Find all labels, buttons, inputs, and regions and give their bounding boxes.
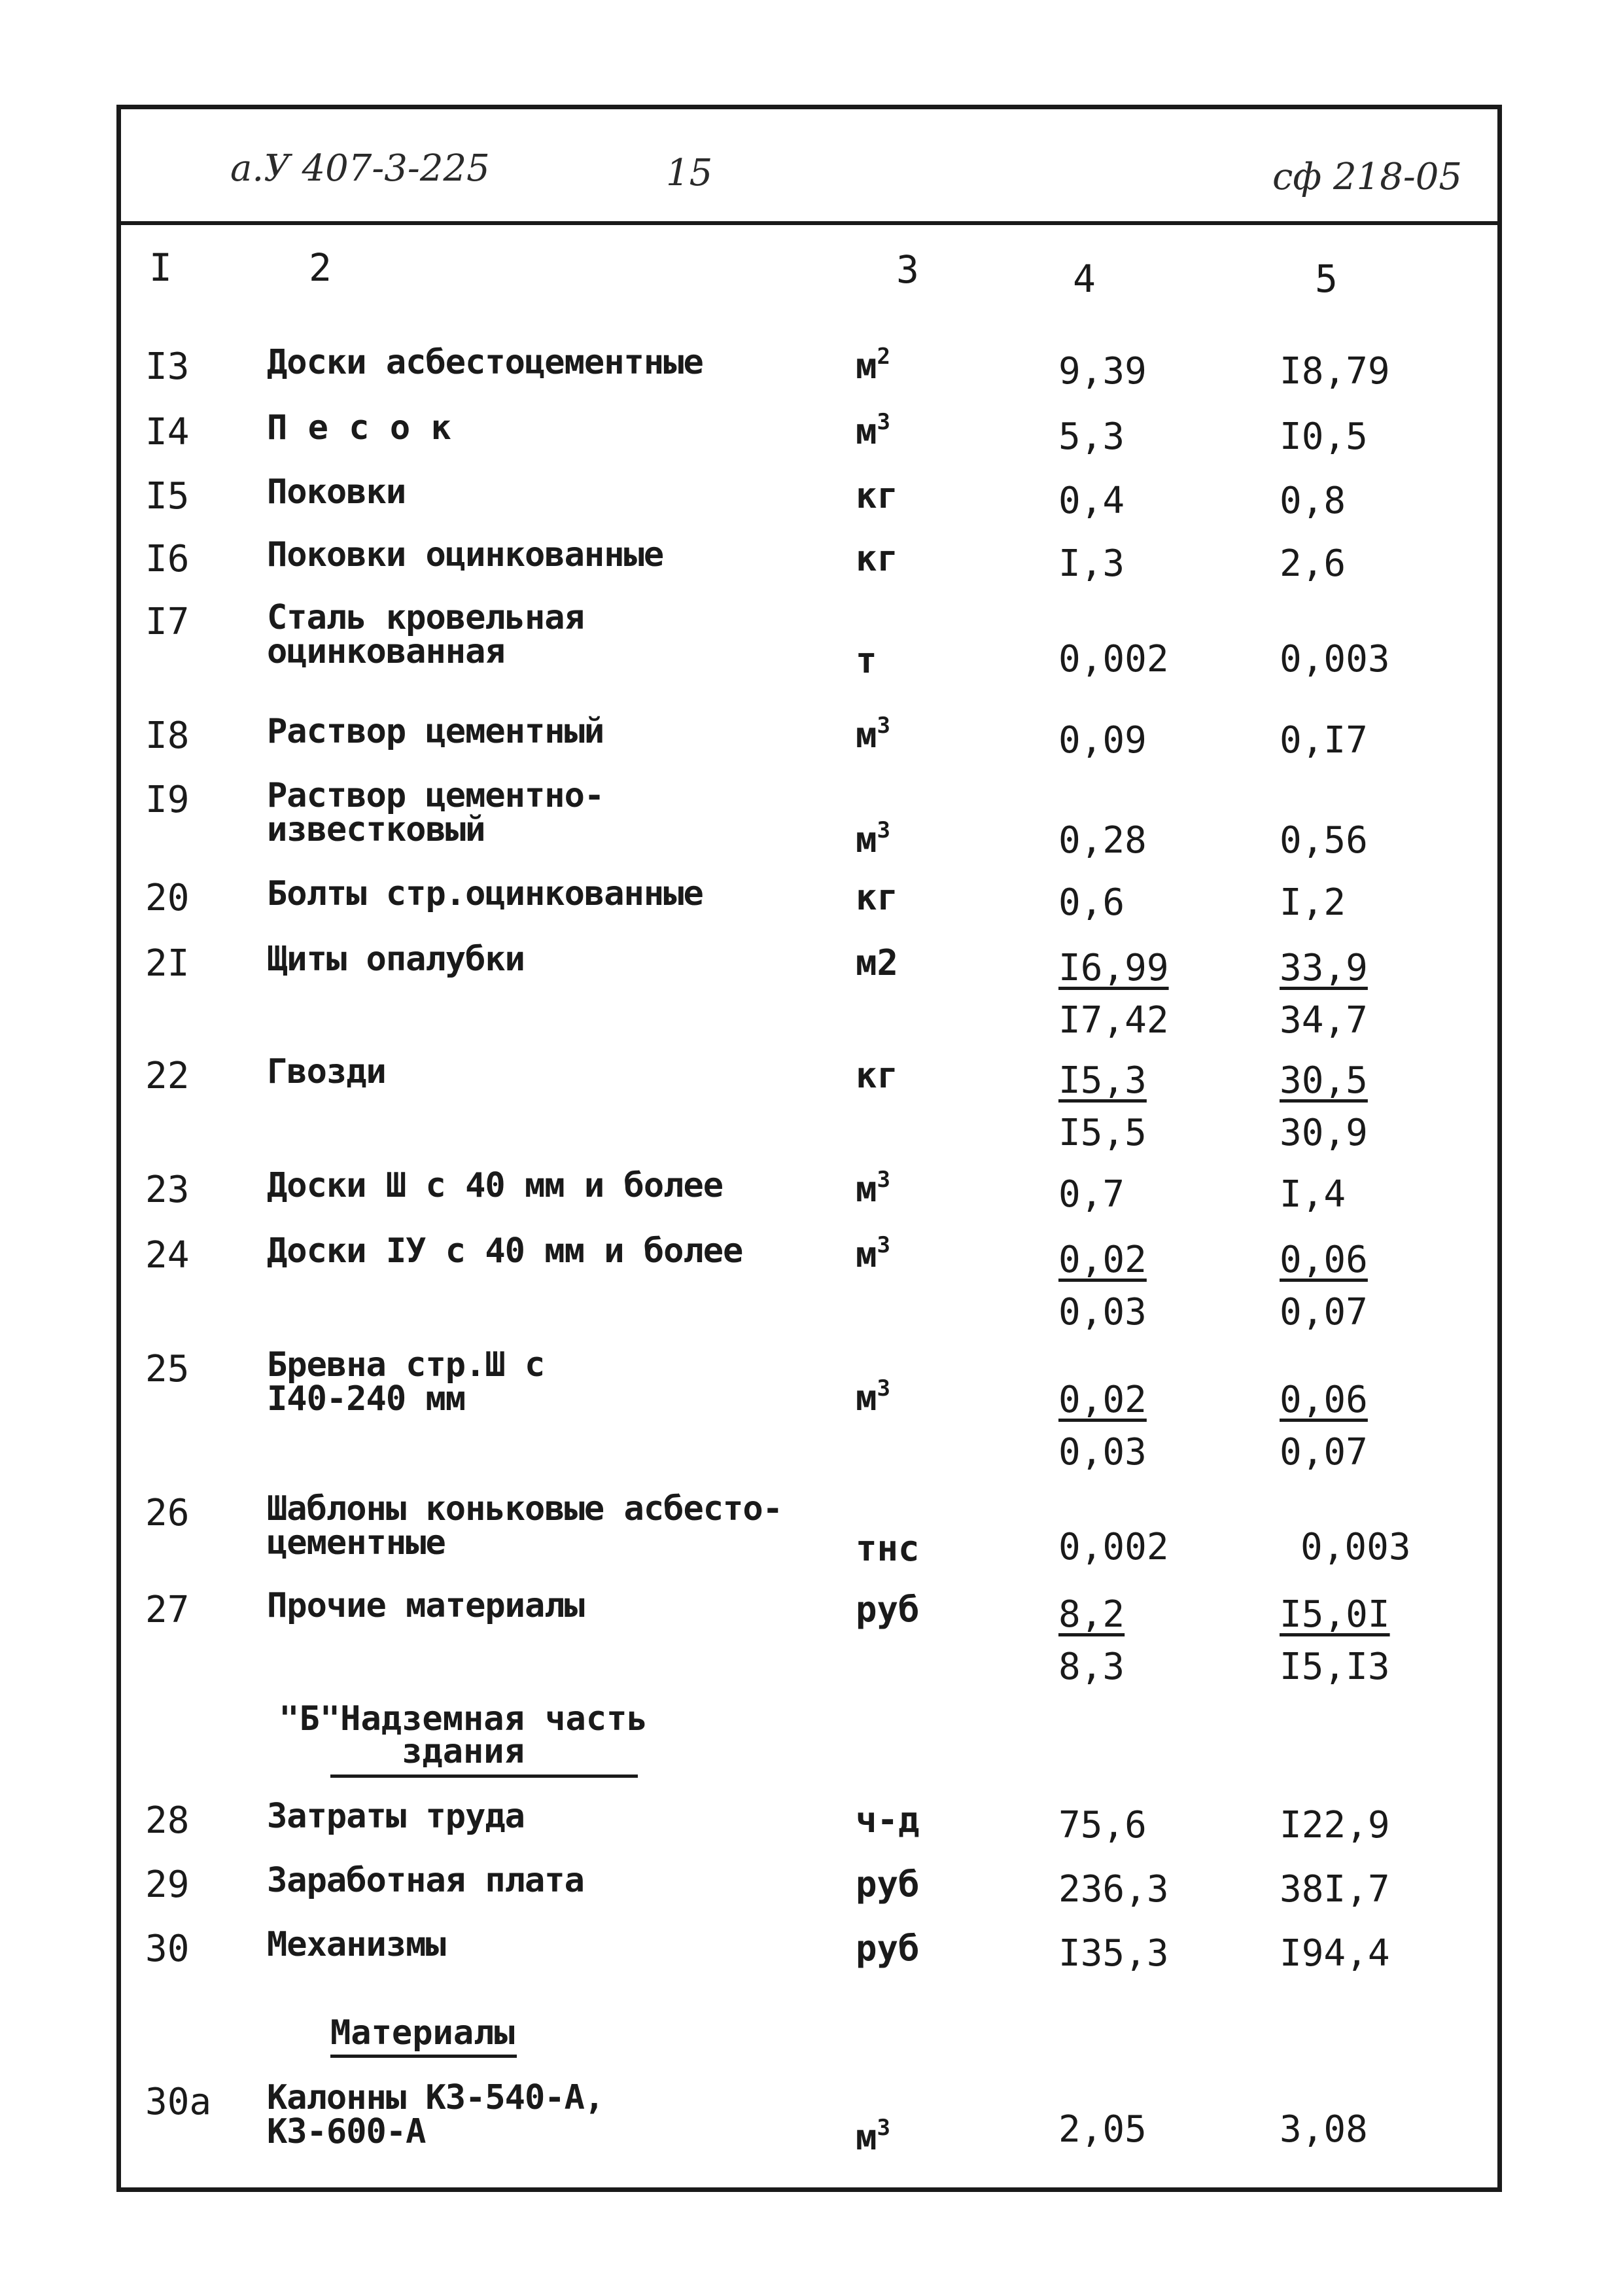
value-col4: 0,09: [1058, 719, 1147, 762]
material-name: Заработная плата: [267, 1861, 584, 1900]
material-name: Раствор цементно-известковый: [267, 776, 604, 849]
material-name: Прочие материалы: [267, 1586, 584, 1625]
unit: кг: [856, 538, 899, 579]
row-number: 30: [145, 1928, 190, 1970]
value-col4: 0,02 0,03: [1058, 1239, 1147, 1333]
material-name: Раствор цементный: [267, 712, 604, 751]
column-number-3: 3: [896, 247, 919, 292]
column-number-1: I: [149, 245, 172, 290]
material-name: Поковки: [267, 472, 406, 512]
section-heading-above-ground: "Б"Надземная часть здания: [279, 1699, 648, 1771]
material-name: Поковки оцинкованные: [267, 535, 664, 574]
unit: ч-д: [856, 1799, 920, 1841]
value-col4: 0,6: [1058, 881, 1125, 924]
material-name: Механизмы: [267, 1925, 445, 1964]
value-col4: 5,3: [1058, 415, 1125, 458]
value-col5: I,2: [1280, 881, 1346, 924]
value-col5: 33,9 34,7: [1280, 947, 1368, 1042]
row-number: I8: [145, 715, 190, 757]
unit: $м^3$: [856, 817, 890, 860]
row-number: I4: [145, 411, 190, 453]
value-col5: 0,8: [1280, 480, 1346, 522]
value-col4: I,3: [1058, 542, 1125, 585]
value-col5: I8,79: [1280, 350, 1390, 393]
material-name: Шаблоны коньковые асбесто-цементные: [267, 1489, 782, 1563]
material-name: П е с о к: [267, 408, 451, 448]
value-col5: I94,4: [1280, 1932, 1390, 1975]
unit: $м^2$: [856, 344, 890, 387]
unit: $м^3$: [856, 2115, 890, 2158]
material-name: Сталь кровельная оцинкованная: [267, 598, 584, 671]
value-col5: 30,5 30,9: [1280, 1059, 1368, 1154]
value-col4: 0,02 0,03: [1058, 1379, 1147, 1474]
material-name: Калонны КЗ-540-А, КЗ-600-А: [267, 2078, 604, 2151]
value-col5: I22,9: [1280, 1804, 1390, 1846]
material-name: Бревна стр.Ш с I40-240 мм: [267, 1345, 545, 1419]
material-name: Гвозди: [267, 1052, 386, 1091]
unit: тнс: [856, 1528, 920, 1569]
value-col4: 236,3: [1058, 1868, 1169, 1911]
unit: т: [856, 640, 877, 681]
value-col5: 0,06 0,07: [1280, 1239, 1368, 1333]
value-col4: 8,2 8,3: [1058, 1593, 1125, 1688]
unit: кг: [856, 475, 899, 516]
value-col5: 0,I7: [1280, 719, 1368, 762]
unit: $м^3$: [856, 1232, 890, 1275]
value-col5: 0,003: [1280, 638, 1390, 680]
row-number: 20: [145, 877, 190, 919]
row-number: 28: [145, 1799, 190, 1842]
value-col5: I0,5: [1280, 415, 1368, 458]
row-number: 27: [145, 1589, 190, 1631]
value-col4: 9,39: [1058, 350, 1147, 393]
value-col4: I35,3: [1058, 1932, 1169, 1975]
row-number: I9: [145, 779, 190, 821]
unit: кг: [856, 1055, 899, 1096]
unit: $м^3$: [856, 409, 890, 452]
value-col4: 0,002: [1058, 638, 1169, 680]
value-col5: 0,56: [1280, 819, 1368, 862]
unit: руб: [856, 1589, 920, 1630]
value-col4: I5,3 I5,5: [1058, 1059, 1147, 1154]
column-number-5: 5: [1315, 256, 1338, 301]
column-number-2: 2: [309, 245, 332, 290]
document-code: сф 218-05: [1272, 156, 1463, 198]
page-number: 15: [666, 152, 713, 194]
row-number: I5: [145, 475, 190, 518]
unit: руб: [856, 1928, 920, 1969]
value-col4: I6,99 I7,42: [1058, 947, 1169, 1042]
unit: кг: [856, 877, 899, 918]
material-name: Доски асбестоцементные: [267, 343, 703, 382]
value-col5: I5,0I I5,I3: [1280, 1593, 1390, 1688]
row-number: 30а: [145, 2081, 212, 2123]
row-number: 25: [145, 1348, 190, 1390]
material-name: Болты стр.оцинкованные: [267, 874, 703, 913]
value-col4: 75,6: [1058, 1804, 1147, 1846]
header-divider: [116, 221, 1502, 225]
section-underline: [330, 2055, 517, 2058]
value-col4: 0,4: [1058, 480, 1125, 522]
material-name: Доски Ш с 40 мм и более: [267, 1166, 724, 1205]
unit: руб: [856, 1863, 920, 1905]
section-underline: [330, 1775, 638, 1778]
value-col5: 2,6: [1280, 542, 1346, 585]
value-col4: 0,002: [1058, 1526, 1169, 1568]
value-col4: 0,7: [1058, 1173, 1125, 1216]
row-number: 24: [145, 1234, 190, 1277]
value-col5: I,4: [1280, 1173, 1346, 1216]
value-col4: 0,28: [1058, 819, 1147, 862]
row-number: I3: [145, 345, 190, 388]
unit: $м^3$: [856, 1167, 890, 1210]
value-col4: 2,05: [1058, 2108, 1147, 2151]
column-number-4: 4: [1073, 256, 1096, 301]
row-number: 23: [145, 1169, 190, 1211]
row-number: 2I: [145, 942, 190, 985]
material-name: Доски IУ с 40 мм и более: [267, 1231, 743, 1271]
unit: $м^3$: [856, 1375, 890, 1419]
section-heading-materials: Материалы: [330, 2013, 515, 2053]
row-number: I6: [145, 538, 190, 580]
material-name: Щиты опалубки: [267, 940, 525, 979]
row-number: I7: [145, 601, 190, 643]
doc-reference: а.У 407-3-225: [230, 147, 490, 190]
value-col5: 0,06 0,07: [1280, 1379, 1368, 1474]
unit: $м^3$: [856, 713, 890, 756]
value-col5: 0,003: [1300, 1526, 1411, 1568]
value-col5: 38I,7: [1280, 1868, 1390, 1911]
row-number: 22: [145, 1055, 190, 1097]
unit: м2: [856, 942, 899, 983]
material-name: Затраты труда: [267, 1797, 525, 1836]
row-number: 29: [145, 1863, 190, 1906]
row-number: 26: [145, 1492, 190, 1534]
value-col5: 3,08: [1280, 2108, 1368, 2151]
